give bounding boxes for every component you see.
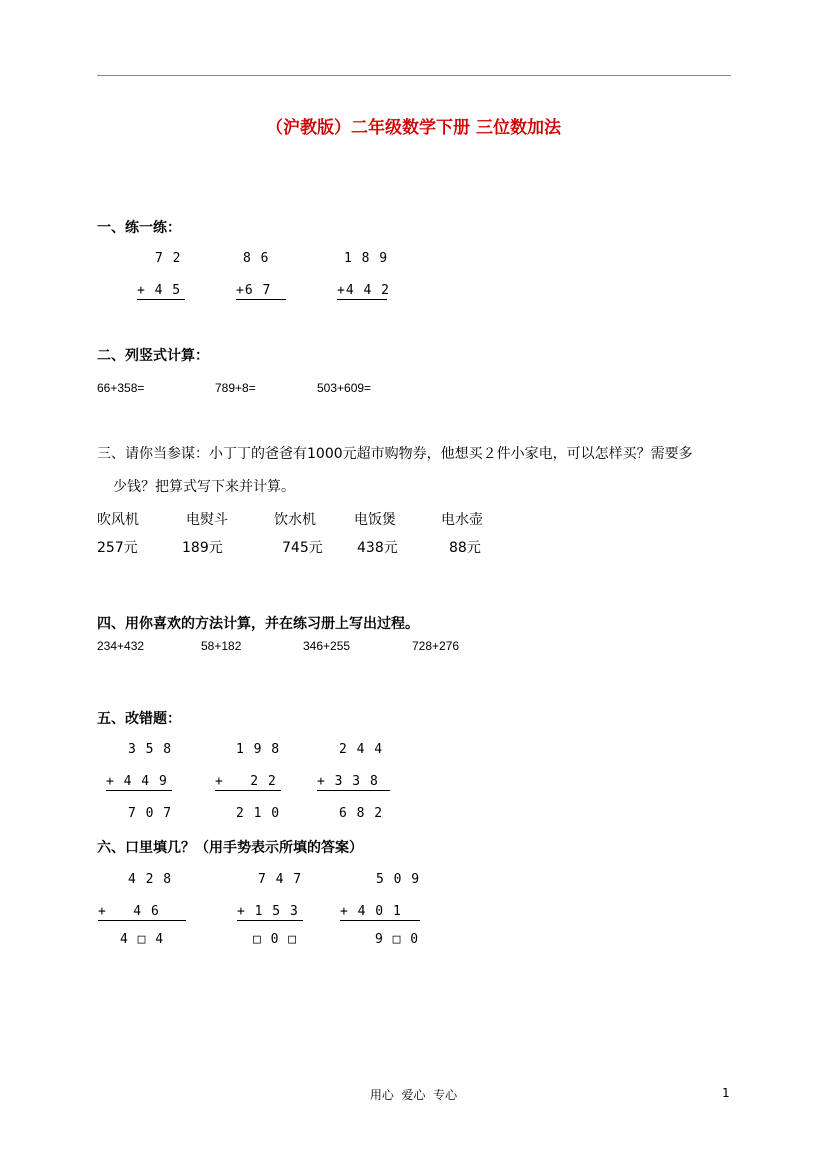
s6-p1-bottom: + 4 6: [98, 904, 186, 921]
section-1-heading: 一、练一练：: [97, 220, 181, 236]
s5-p2-result: 2 1 0: [236, 806, 281, 821]
s4-item-2: 58+182: [201, 639, 242, 653]
s4-item-1: 234+432: [97, 639, 145, 653]
s3-item-name-1: 吹风机: [97, 512, 139, 528]
s6-p1-top: 4 2 8: [128, 872, 173, 887]
s3-item-name-4: 电饭煲: [354, 512, 396, 528]
section-4-heading: 四、用你喜欢的方法计算，并在练习册上写出过程。: [97, 616, 419, 632]
s6-p3-bottom: + 4 0 1: [340, 904, 420, 921]
s3-item-price-1: 257元: [97, 540, 138, 556]
s4-item-4: 728+276: [412, 639, 460, 653]
s6-p3-top: 5 0 9: [376, 872, 421, 887]
s5-p3-result: 6 8 2: [339, 806, 384, 821]
page-number: 1: [722, 1086, 730, 1100]
s3-item-name-2: 电熨斗: [186, 512, 228, 528]
section-2-heading: 二、列竖式计算：: [97, 348, 209, 364]
s3-item-name-3: 饮水机: [274, 512, 316, 528]
section-3-line-2: 少钱？把算式写下来并计算。: [113, 479, 295, 495]
s1-p2-top: 8 6: [243, 251, 270, 266]
s5-p3-bottom: + 3 3 8: [317, 774, 390, 791]
s4-item-3: 346+255: [303, 639, 351, 653]
s5-p3-top: 2 4 4: [339, 742, 384, 757]
s2-item-1: 66+358=: [97, 381, 145, 395]
s6-p3-result: 9 □ 0: [375, 932, 420, 947]
s5-p2-top: 1 9 8: [236, 742, 281, 757]
s5-p2-bottom: + 2 2: [215, 774, 281, 791]
section-3-line-1: 三、请你当参谋：小丁丁的爸爸有1000元超市购物券，他想买２件小家电，可以怎样买？需要多: [97, 446, 693, 462]
section-5-heading: 五、改错题：: [97, 711, 181, 727]
s6-p1-result: 4 □ 4: [120, 932, 165, 947]
s1-p1-top: 7 2: [155, 251, 182, 266]
s2-item-2: 789+8=: [215, 381, 256, 395]
s5-p1-result: 7 0 7: [128, 806, 173, 821]
s3-item-price-5: 88元: [449, 540, 481, 556]
s5-p1-top: 3 5 8: [128, 742, 173, 757]
s3-item-price-2: 189元: [182, 540, 223, 556]
s5-p1-bottom: + 4 4 9: [106, 774, 172, 791]
page-title: （沪教版）二年级数学下册 三位数加法: [266, 118, 561, 138]
s2-item-3: 503+609=: [317, 381, 372, 395]
footer-motto: 用心 爱心 专心: [369, 1088, 458, 1102]
s6-p2-top: 7 4 7: [258, 872, 303, 887]
header-rule: [97, 75, 731, 76]
section-6-heading: 六、口里填几？（用手势表示所填的答案）: [97, 840, 363, 856]
s3-item-name-5: 电水壶: [441, 512, 483, 528]
s1-p2-bottom: +6 7: [236, 283, 286, 300]
s6-p2-bottom: + 1 5 3: [237, 904, 303, 921]
s6-p2-result: □ 0 □: [253, 932, 298, 947]
s1-p3-bottom: +4 4 2: [337, 283, 390, 298]
s3-item-price-4: 438元: [357, 540, 398, 556]
s3-item-price-3: 745元: [282, 540, 323, 556]
s1-p3-top: 1 8 9: [344, 251, 389, 266]
s1-p1-bottom: + 4 5: [137, 283, 185, 300]
